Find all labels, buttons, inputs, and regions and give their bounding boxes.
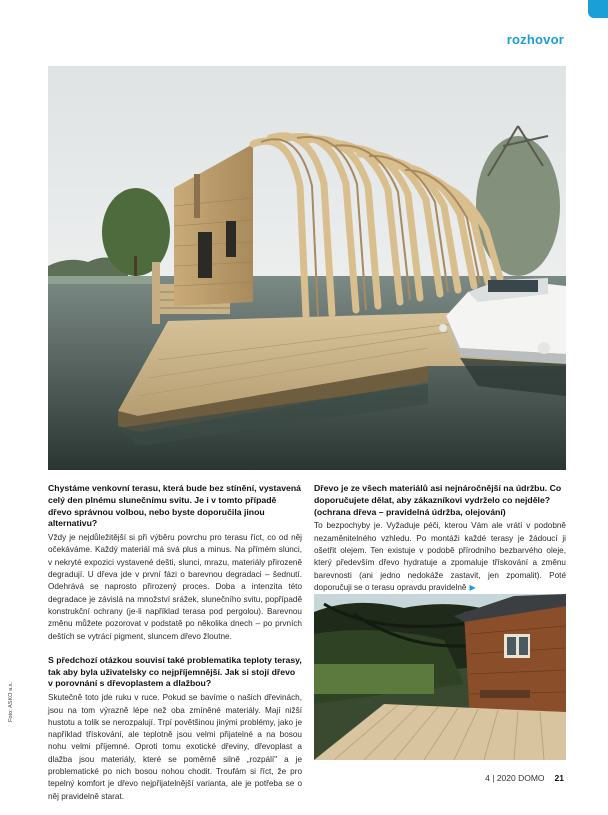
question-3-text: Dřevo je ze všech materiálů asi nejnáročnější na údržbu. Co doporučujete dělat, aby zákazníkovi vydrželo co nejděle? [314,483,562,505]
question-3-sub: (ochrana dřeva – pravidelná údržba, olejování) [314,506,506,517]
left-column [48,483,302,815]
answer-1: Vždy je nejdůležitější si při výběru povrchu pro terasu říct, co od něj očekáváme. Každý materiál má svá plus a minus. Na přímém slunci, v nekryté expozici vystavené dešti, slunci, mrazu, materiály přirozeně degradují. U dřeva jde v první fázi o barevnou degradaci – šednutí. Odehrává se naprosto přirozený proces. Doba a intenzita této degradace je závislá na množství srážek, slunečního svitu, popřípadě konstrukční ochrany (je-li například terasa pod pergolou). Barevnou změnu můžete pozorovat v podstatě po několika dnech – po prvních deštích se vytrácí pigment, sluncem dřevo žloutne. [48,533,302,641]
corner-tab [588,0,608,18]
deck-photo [314,594,566,760]
answer-3 [314,520,566,594]
section-label: rozhovor [506,32,564,47]
issue-label: 4 | 2020 DOMO [485,773,545,783]
houseboat-photo [48,66,566,470]
answer-2: Skutečně toto jde ruku v ruce. Pokud se bavíme o našich dřevinách, jsou na tom výrazně lépe než oba zmíněné materiály. Mají nižší hustotu a tolik se nerozpalují. Trpí povětšinou jinými problémy, jako je například třískování, ale teplotně jsou velmi přijatelné a na bosou nohu velmi příjemné. Oproti tomu exotické dřeviny, dřevoplast a dlažba jsou materiály, které se poměrně silně „rozpálí" a je problematické po nich bosou nohou chodit. Troufám si říct, že pro tepelný komfort je dřevo nejpřijatelnější varianta, ale je potřeba se o něj pravidelně starat. [48,693,302,801]
answer-3-text: To bezpochyby je. Vyžaduje péči, kterou Vám ale vrátí v podobně nezaměnitelného vzhledu. Po montáži každé terasy je žádoucí ji ošetřit olejem. Ten existuje v podobě přírodního bezbarvého oleje, který především dřevo hydratuje a zpomaluje třískování a změnu barevnosti (ani jedno nedokáže zastavit, jen zpomalit). Poté doporučuji se o terasu opravdu pravidelně [314,521,566,592]
page-footer [485,773,564,783]
right-column [314,483,566,606]
question-1: Chystáme venkovní terasu, která bude bez stínění, vystavená celý den plnému slunečnímu svitu. Je i v tomto případě dřevo správnou volbou, nebo byste doporučila jinou alternativu? [48,483,302,529]
question-2: S předchozí otázkou souvisí také problematika teploty terasy, tak aby byla uživatelsky co nejpříjemnější. Jak si stojí dřevo v porovnání s dřevoplastem a dlažbou? [48,654,302,689]
question-3 [314,483,566,518]
photo-credit: Foto: ASKO a.s. [8,681,14,722]
continue-arrow-icon: ▶ [469,582,476,592]
page-number: 21 [554,773,564,783]
